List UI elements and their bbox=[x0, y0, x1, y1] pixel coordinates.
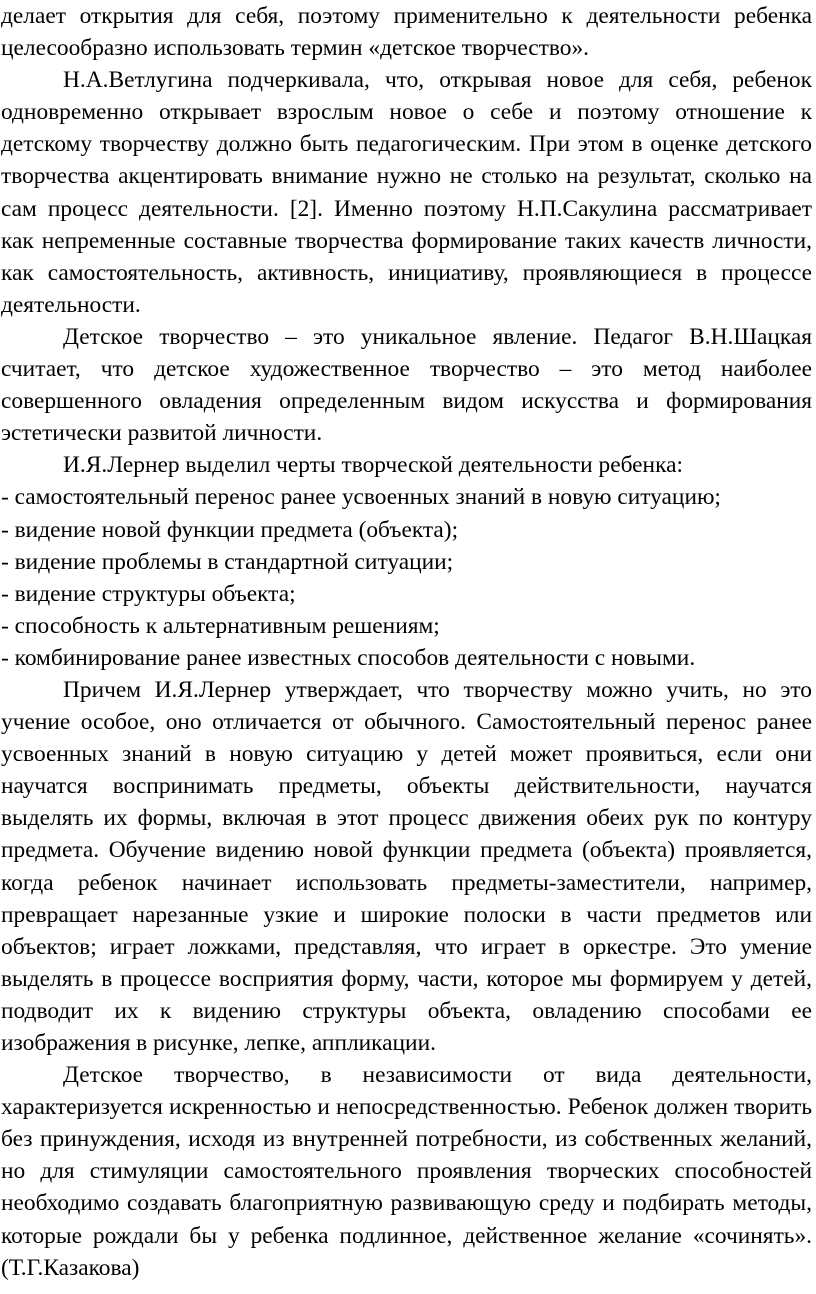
paragraph-shatskaya: Детское творчество – это уникальное явление. Педагог В.Н.Шацкая считает, что детское художественное творчество – это метод наиболее совершенного овладения определенным видом искусства и формирования эстетически развитой личности. bbox=[1, 323, 812, 447]
paragraph-lerner-intro: И.Я.Лернер выделил черты творческой деятельности ребенка: bbox=[63, 452, 683, 479]
paragraph-intro: делает открытия для себя, поэтому применительно к деятельности ребенка целесообразно использовать термин «детское творчество». bbox=[1, 3, 812, 62]
paragraph-kazakova: Детское творчество, в независимости от вида деятельности, характеризуется искренностью и непосредственностью. Ребенок должен творить без принуждения, исходя из внутренней потребности, из собственных желаний, но для стимуляции самостоятельного проявления творческих способностей необходимо создавать благоприятную развивающую среду и подбирать методы, которые рождали бы у ребенка подлинное, действенное желание «сочинять». (Т.Г.Казакова) bbox=[1, 1062, 812, 1281]
creativity-traits-list bbox=[1, 481, 812, 674]
paragraph-vetlugina: Н.А.Ветлугина подчеркивала, что, открывая новое для себя, ребенок одновременно открывает взрослым новое о себе и поэтому отношение к детскому творчеству должно быть педагогическим. При этом в оценке детского творчества акцентировать внимание нужно не столько на результат, сколько на сам процесс деятельности. [2]. Именно поэтому Н.П.Сакулина рассматривает как непременные составные творчества формирование таких качеств личности, как самостоятельность, активность, инициативу, проявляющиеся в процессе деятельности. bbox=[1, 67, 812, 318]
list-item: - видение структуры объекта; bbox=[1, 580, 296, 607]
list-item: - видение новой функции предмета (объекта); bbox=[1, 516, 459, 543]
list-item: - видение проблемы в стандартной ситуации; bbox=[1, 548, 454, 575]
list-item: - самостоятельный перенос ранее усвоенных знаний в новую ситуацию; bbox=[1, 484, 721, 511]
list-item: - комбинирование ранее известных способов деятельности с новыми. bbox=[1, 644, 696, 671]
list-item: - способность к альтернативным решениям; bbox=[1, 612, 440, 639]
paragraph-lerner-teaching: Причем И.Я.Лернер утверждает, что творчеству можно учить, но это учение особое, оно отличается от обычного. Самостоятельный перенос ранее усвоенных знаний в новую ситуацию у детей может проявиться, если они научатся воспринимать предметы, объекты действительности, научатся выделять их формы, включая в этот процесс движения обеих рук по контуру предмета. Обучение видению новой функции предмета (объекта) проявляется, когда ребенок начинает использовать предметы-заместители, например, превращает нарезанные узкие и широкие полоски в части предметов или объектов; играет ложками, представляя, что играет в оркестре. Это умение выделять в процессе восприятия форму, части, которое мы формируем у детей, подводит их к видению структуры объекта, овладению способами ее изображения в рисунке, лепке, аппликации. bbox=[1, 676, 812, 1056]
